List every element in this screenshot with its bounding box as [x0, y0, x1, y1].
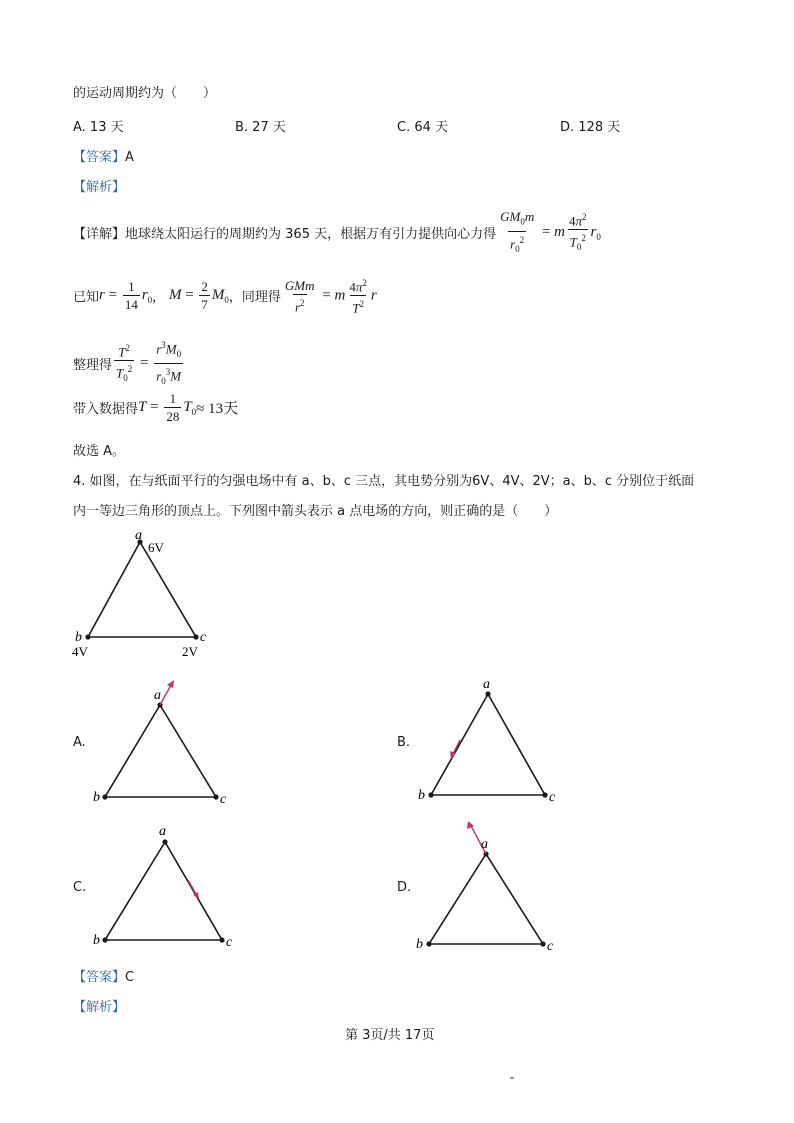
- substitute-prefix: 带入数据得: [73, 402, 139, 417]
- known-separator: ，: [152, 290, 166, 306]
- analysis-tag: 【解析】: [73, 180, 126, 195]
- choice-b-point-b: [428, 792, 433, 797]
- scan-mark: [510, 1077, 514, 1079]
- q3-option-a: A. 13 天: [73, 120, 124, 135]
- choice-a-label: A.: [73, 735, 86, 750]
- choice-a-label-c: c: [220, 792, 227, 807]
- choice-a-point-b: [102, 794, 107, 799]
- known-line: [73, 275, 377, 317]
- gravitation-equation: $\frac{GM_0m}{r_0^2}$ = m $\frac{4\pi^2}{T_0^2}$ $r_0$: [496, 208, 601, 258]
- detail-text: 地球绕太阳运行的周期约为 365 天，根据万有引力提供向心力得: [125, 227, 497, 243]
- main-triangle: [88, 542, 196, 637]
- q4-answer-value: C: [125, 970, 135, 985]
- answer-value: A: [125, 150, 134, 165]
- known-m-equation: M = $\frac{2}{7}$ $M_0$: [168, 279, 229, 313]
- choice-d-triangle: [429, 854, 543, 944]
- choice-b-label-c: c: [549, 790, 556, 805]
- choice-a-label-a: a: [154, 688, 161, 703]
- point-c: [193, 634, 198, 639]
- q4-stem-line2: 内一等边三角形的顶点上。下列图中箭头表示 a 点电场的方向，则正确的是（ ）: [73, 504, 558, 519]
- choice-d-label-b: b: [416, 937, 423, 952]
- same-reason: ，同理得: [228, 290, 281, 306]
- choice-b-point-a: [485, 691, 490, 696]
- label-vc: 2V: [182, 644, 198, 659]
- choice-c-figure: [88, 818, 248, 958]
- choice-a-figure: [88, 672, 248, 812]
- q3-option-b: B. 27 天: [235, 120, 286, 135]
- label-vb: 4V: [72, 644, 88, 659]
- substitute-line: [73, 390, 238, 425]
- choice-c-point-a: [162, 839, 167, 844]
- detail-tag: 【详解】: [73, 227, 126, 243]
- choice-c-point-b: [102, 937, 107, 942]
- choice-d-figure: [410, 812, 580, 957]
- choice-b-label-b: b: [418, 788, 425, 803]
- choice-c-label-c: c: [226, 935, 233, 950]
- choice-b-triangle: [431, 694, 545, 795]
- q4-answer-tag: 【答案】: [73, 970, 126, 985]
- choice-d-point-b: [426, 941, 431, 946]
- choice-d-label-a: a: [481, 837, 488, 852]
- choice-a-arrow: [160, 685, 171, 705]
- choice-c-label-a: a: [159, 824, 166, 839]
- choice-c-arrow: [188, 880, 196, 894]
- q3-option-d: D. 128 天: [560, 120, 621, 135]
- page-footer: 第 3页/共 17页: [345, 1028, 435, 1043]
- choice-d-arrow-head: [467, 821, 474, 829]
- result-tail: ≈ 13天: [196, 401, 239, 417]
- label-va: 6V: [148, 540, 164, 555]
- known-prefix: 已知: [73, 290, 100, 306]
- ratio-equation: $\frac{T^2}{T_0^2}$ = $\frac{r^3M_0}{r_0^3M}$: [112, 337, 185, 390]
- choice-d-label-c: c: [547, 939, 554, 954]
- choice-d-label: D.: [397, 880, 412, 895]
- label-a: a: [135, 528, 142, 543]
- label-b: b: [75, 630, 82, 645]
- q3-text-tail: 的运动周期约为（ ）: [73, 86, 217, 101]
- q3-answer-line: [73, 146, 134, 165]
- point-b: [85, 634, 90, 639]
- choose-text: 故选 A。: [73, 444, 126, 459]
- q3-option-c: C. 64 天: [397, 120, 449, 135]
- choice-c-triangle: [105, 842, 222, 940]
- main-triangle-figure: [60, 525, 230, 665]
- result-equation: T = $\frac{1}{28}$ $T_0$: [138, 391, 197, 424]
- choice-b-label: B.: [397, 735, 411, 750]
- choice-a-triangle: [105, 705, 216, 797]
- choice-a-label-b: b: [93, 790, 100, 805]
- organize-prefix: 整理得: [73, 357, 113, 373]
- choice-b-label-a: a: [483, 677, 490, 692]
- choice-c-label: C.: [73, 880, 87, 895]
- choice-d-point-c: [540, 941, 545, 946]
- choice-c-label-b: b: [93, 933, 100, 948]
- detail-line: [73, 208, 601, 258]
- choice-b-point-c: [542, 792, 547, 797]
- same-equation: $\frac{\text{GMm}}{r^2}$ = m $\frac{4\pi^2}{T^2}$ r: [284, 277, 377, 316]
- choice-b-figure: [410, 672, 580, 812]
- organize-line: [73, 337, 185, 390]
- known-r-equation: r = $\frac{1}{14}$ $r_0$: [99, 279, 153, 313]
- q4-answer-line: [73, 966, 134, 985]
- q4-stem-line1: 4. 如图，在与纸面平行的匀强电场中有 a、b、c 三点，其电势分别为6V、4V、2V；a、b、c 分别位于纸面: [73, 474, 695, 489]
- answer-tag: 【答案】: [73, 150, 126, 165]
- q4-analysis-tag: 【解析】: [73, 1000, 126, 1015]
- choice-c-point-c: [219, 937, 224, 942]
- choice-a-point-c: [213, 794, 218, 799]
- label-c: c: [200, 630, 207, 645]
